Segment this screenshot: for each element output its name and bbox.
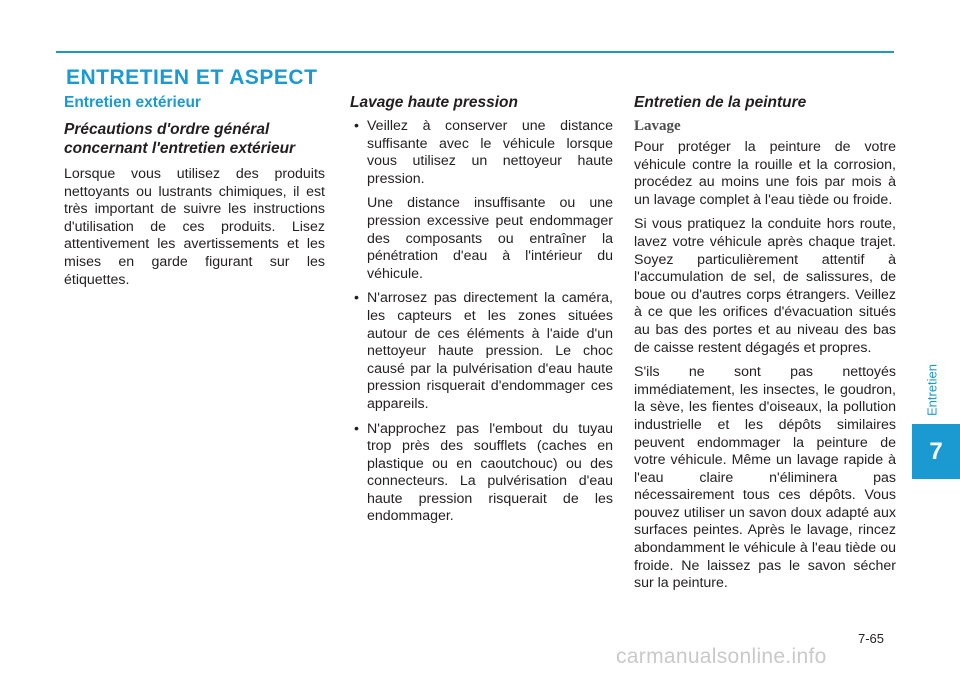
top-rule <box>56 51 894 53</box>
list-item <box>350 421 613 527</box>
bullet-icon: • <box>354 118 359 134</box>
bullet-continuation: Une distance insuffisante ou une pression excessive peut endommager des composants ou entraîner la pénétration d'eau à l'intérieur du véhicule. <box>367 195 613 282</box>
body-paragraph: Si vous pratiquez la conduite hors route, lavez votre véhicule après chaque trajet. Soyez particulièrement attentif à l'accumulation de sel, de salissures, de boue ou d'autres corps étrangers. Veillez à ce que les orifices d'évacuation situés au bas des portes et au niveau des bas de caisse restent dégagés et propres. <box>634 216 896 356</box>
page-number: 7-65 <box>858 631 885 646</box>
list-item <box>350 290 613 413</box>
chapter-number-tab[interactable]: 7 <box>912 424 960 479</box>
body-paragraph: S'ils ne sont pas nettoyés immédiatement, les insectes, le goudron, la sève, les fientes d'oiseaux, la pollution industrielle et les dépôts similaires peuvent endommager la peinture de votre véhicule. Même un lavage rapide à l'eau claire n'éliminera pas nécessairement tous ces dépôts. Vous pouvez utiliser un savon doux adapté aux surfaces peintes. Après le lavage, rincez abondamment le véhicule à l'eau tiède ou froide. Ne laissez pas le savon sécher sur la peinture. <box>634 364 896 592</box>
bullet-list <box>350 118 613 526</box>
bullet-icon: • <box>354 290 359 307</box>
bullet-text: N'approchez pas l'embout du tuyau trop près des soufflets (caches en plastique ou en caoutchouc) ou des connecteurs. La pulvérisation d'eau haute pression risquerait de les endommager. <box>367 420 613 525</box>
subsection-title: Lavage <box>634 118 681 134</box>
subsection-title-line1: Précautions d'ordre général <box>64 121 270 138</box>
bullet-text: N'arrosez pas directement la caméra, les capteurs et les zones situées autour de ces éléments à l'aide d'un nettoyeur haute pression. Le choc causé par la pulvérisation d'eau haute pression risquerait d'endommager ces appareils. <box>367 290 613 412</box>
bullet-text: Veillez à conserver une distance suffisante avec le véhicule lorsque vous utilisez un nettoyeur haute pression. <box>367 118 613 187</box>
body-paragraph: Pour protéger la peinture de votre véhicule contre la rouille et la corrosion, procédez au moins une fois par mois à un lavage complet à l'eau tiède ou froide. <box>634 139 896 208</box>
column-left <box>64 94 325 296</box>
subsection-title-line2: concernant l'entretien extérieur <box>64 140 296 157</box>
page-title: ENTRETIEN ET ASPECT <box>66 66 318 89</box>
list-item <box>350 118 613 283</box>
chapter-tab-label[interactable] <box>922 355 942 425</box>
body-paragraph: Lorsque vous utilisez des produits nettoyants ou lustrants chimiques, il est très important de suivre les instructions d'utilisation de ces produits. Lisez attentivement les avertissements et les mises en garde figurant sur les étiquettes. <box>64 166 325 288</box>
bullet-icon: • <box>354 420 359 437</box>
section-title: Lavage haute pression <box>350 94 518 111</box>
section-title: Entretien extérieur <box>64 94 201 111</box>
watermark: carmanualsonline.info <box>616 645 827 668</box>
column-middle <box>350 94 613 533</box>
column-right <box>634 94 896 600</box>
subsection-title <box>64 120 325 158</box>
chapter-tab-text: Entretien <box>924 363 940 417</box>
section-title: Entretien de la peinture <box>634 94 807 111</box>
